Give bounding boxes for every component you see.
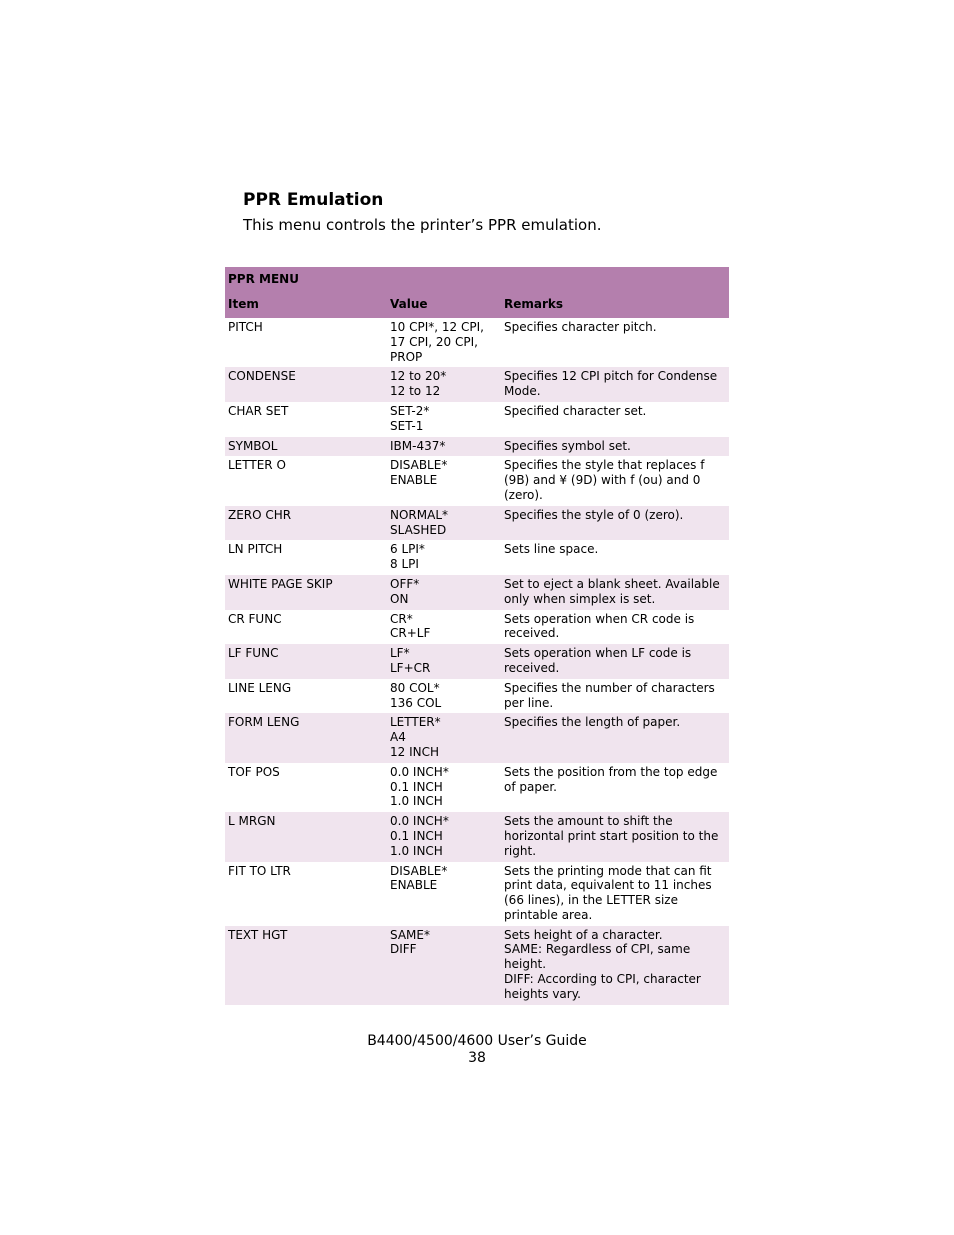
cell-value: [387, 367, 501, 402]
remarks-line: right.: [504, 843, 537, 858]
cell-item: CR FUNC: [228, 611, 282, 626]
cell-remarks: [501, 862, 729, 926]
cell-item: SYMBOL: [228, 438, 278, 453]
table-row: [225, 862, 729, 926]
table-row: [225, 456, 729, 505]
cell-value: [387, 763, 501, 812]
remarks-line: Specifies character pitch.: [504, 320, 657, 334]
value-line: 6 LPI*: [390, 542, 425, 557]
value-line: 1.0 INCH: [390, 794, 443, 809]
cell-remarks: [501, 679, 729, 714]
cell-item: FORM LENG: [228, 715, 300, 730]
remarks-line: per line.: [504, 695, 554, 710]
cell-item: CHAR SET: [228, 403, 289, 418]
remarks-line: (66 lines), in the LETTER size: [504, 893, 678, 908]
table-row: [225, 367, 729, 402]
remarks-line: Set to eject a blank sheet. Available: [504, 576, 720, 591]
table-row: [225, 926, 729, 1005]
value-line: DISABLE*: [390, 458, 448, 473]
value-line: ON: [390, 591, 409, 606]
value-line: 17 CPI, 20 CPI,: [390, 334, 478, 349]
remarks-line: horizontal print start position to the: [504, 828, 719, 843]
value-line: 136 COL: [390, 695, 442, 710]
value-line: 12 to 20*: [390, 369, 447, 384]
value-line: A4: [390, 730, 406, 745]
cell-value: [387, 926, 501, 1005]
cell-remarks: [501, 540, 729, 575]
remarks-line: (zero).: [504, 487, 543, 502]
remarks-line: Sets height of a character.: [504, 927, 663, 942]
cell-value: [387, 402, 501, 437]
cell-value: [387, 679, 501, 714]
value-line: SLASHED: [390, 522, 447, 537]
value-line: 0.0 INCH*: [390, 764, 449, 779]
value-line: LF*: [390, 646, 410, 661]
table-row: [225, 679, 729, 714]
cell-item: LETTER O: [228, 458, 286, 473]
cell-item: LINE LENG: [228, 680, 292, 695]
ppr-menu-table: [225, 267, 729, 1005]
value-line: SET-1: [390, 418, 424, 433]
cell-value: [387, 812, 501, 861]
table-row: [225, 575, 729, 610]
cell-item: ZERO CHR: [228, 507, 292, 522]
remarks-line: Sets the amount to shift the: [504, 814, 673, 829]
value-line: SAME*: [390, 927, 430, 942]
remarks-line: height.: [504, 957, 547, 972]
remarks-line: Sets line space.: [504, 542, 599, 557]
value-line: OFF*: [390, 576, 420, 591]
table-row: [225, 644, 729, 679]
remarks-line: DIFF: According to CPI, character: [504, 972, 701, 987]
cell-value: [387, 713, 501, 762]
remarks-line: (9B) and ¥ (9D) with f (ou) and 0: [504, 473, 701, 488]
cell-remarks: [501, 713, 729, 762]
value-line: DISABLE*: [390, 863, 448, 878]
table-row: [225, 763, 729, 812]
cell-value: [387, 575, 501, 610]
column-header-item: Item: [228, 297, 259, 312]
value-line: SET-2*: [390, 403, 430, 418]
remarks-line: printable area.: [504, 907, 593, 922]
table-row: [225, 812, 729, 861]
remarks-line: received.: [504, 660, 560, 675]
remarks-line: SAME: Regardless of CPI, same: [504, 942, 691, 957]
value-line: 0.1 INCH: [390, 828, 443, 843]
cell-remarks: [501, 456, 729, 505]
value-line: DIFF: [390, 942, 417, 957]
table-row: [225, 713, 729, 762]
cell-remarks: [501, 926, 729, 1005]
table-row: [225, 318, 729, 367]
remarks-line: Sets the printing mode that can fit: [504, 863, 712, 878]
section-title: PPR Emulation: [243, 190, 384, 210]
menu-title: PPR MENU: [228, 271, 299, 286]
value-line: LETTER*: [390, 715, 441, 730]
remarks-line: Sets operation when LF code is: [504, 646, 692, 661]
cell-value: [387, 456, 501, 505]
cell-value: [387, 540, 501, 575]
value-line: CR+LF: [390, 626, 431, 641]
cell-remarks: [501, 610, 729, 645]
value-line: 0.1 INCH: [390, 779, 443, 794]
cell-value: [387, 610, 501, 645]
cell-remarks: [501, 367, 729, 402]
cell-item: FIT TO LTR: [228, 863, 291, 878]
cell-remarks: [501, 575, 729, 610]
cell-value: [387, 437, 501, 457]
remarks-line: Specifies symbol set.: [504, 438, 631, 453]
table-row: [225, 402, 729, 437]
remarks-line: Specifies the length of paper.: [504, 715, 681, 730]
column-header-row: [225, 289, 729, 318]
cell-item: LN PITCH: [228, 542, 283, 557]
cell-remarks: [501, 318, 729, 367]
cell-remarks: [501, 437, 729, 457]
value-line: IBM-437*: [390, 438, 446, 453]
remarks-line: heights vary.: [504, 986, 581, 1001]
value-line: 12 to 12: [390, 384, 441, 399]
cell-item: CONDENSE: [228, 369, 296, 384]
cell-item: PITCH: [228, 320, 263, 334]
value-line: PROP: [390, 349, 423, 364]
remarks-line: of paper.: [504, 779, 557, 794]
cell-item: LF FUNC: [228, 646, 279, 661]
value-line: LF+CR: [390, 660, 431, 675]
value-line: 80 COL*: [390, 680, 440, 695]
remarks-line: Specifies the style that replaces f: [504, 458, 705, 473]
remarks-line: Mode.: [504, 384, 541, 399]
remarks-line: Specified character set.: [504, 403, 647, 418]
cell-remarks: [501, 812, 729, 861]
cell-item: TEXT HGT: [228, 927, 288, 942]
cell-item: L MRGN: [228, 814, 276, 829]
column-header-value: Value: [390, 297, 428, 312]
cell-item: WHITE PAGE SKIP: [228, 576, 333, 591]
cell-value: [387, 862, 501, 926]
remarks-line: Specifies 12 CPI pitch for Condense: [504, 369, 718, 384]
footer-page-number: 38: [468, 1050, 486, 1066]
table-row: [225, 437, 729, 457]
cell-item: TOF POS: [228, 764, 280, 779]
value-line: NORMAL*: [390, 507, 449, 522]
cell-value: [387, 318, 501, 367]
cell-value: [387, 644, 501, 679]
remarks-line: Sets operation when CR code is: [504, 611, 695, 626]
cell-remarks: [501, 506, 729, 541]
table-row: [225, 540, 729, 575]
table-row: [225, 506, 729, 541]
section-intro: This menu controls the printer’s PPR emulation.: [243, 216, 602, 234]
value-line: 10 CPI*, 12 CPI,: [390, 320, 484, 334]
cell-remarks: [501, 763, 729, 812]
value-line: 12 INCH: [390, 744, 440, 759]
remarks-line: Specifies the number of characters: [504, 680, 715, 695]
remarks-line: received.: [504, 626, 560, 641]
value-line: CR*: [390, 611, 413, 626]
cell-remarks: [501, 402, 729, 437]
footer-guide-title: B4400/4500/4600 User’s Guide: [367, 1033, 587, 1049]
remarks-line: only when simplex is set.: [504, 591, 656, 606]
remarks-line: print data, equivalent to 11 inches: [504, 878, 712, 893]
value-line: 0.0 INCH*: [390, 814, 449, 829]
table-row: [225, 610, 729, 645]
value-line: 8 LPI: [390, 557, 419, 572]
value-line: ENABLE: [390, 878, 438, 893]
table-body: [225, 318, 729, 1005]
menu-title-row: [225, 267, 729, 289]
remarks-line: Specifies the style of 0 (zero).: [504, 507, 684, 522]
cell-value: [387, 506, 501, 541]
remarks-line: Sets the position from the top edge: [504, 764, 718, 779]
value-line: 1.0 INCH: [390, 843, 443, 858]
cell-remarks: [501, 644, 729, 679]
column-header-remarks: Remarks: [504, 297, 564, 312]
value-line: ENABLE: [390, 473, 438, 488]
